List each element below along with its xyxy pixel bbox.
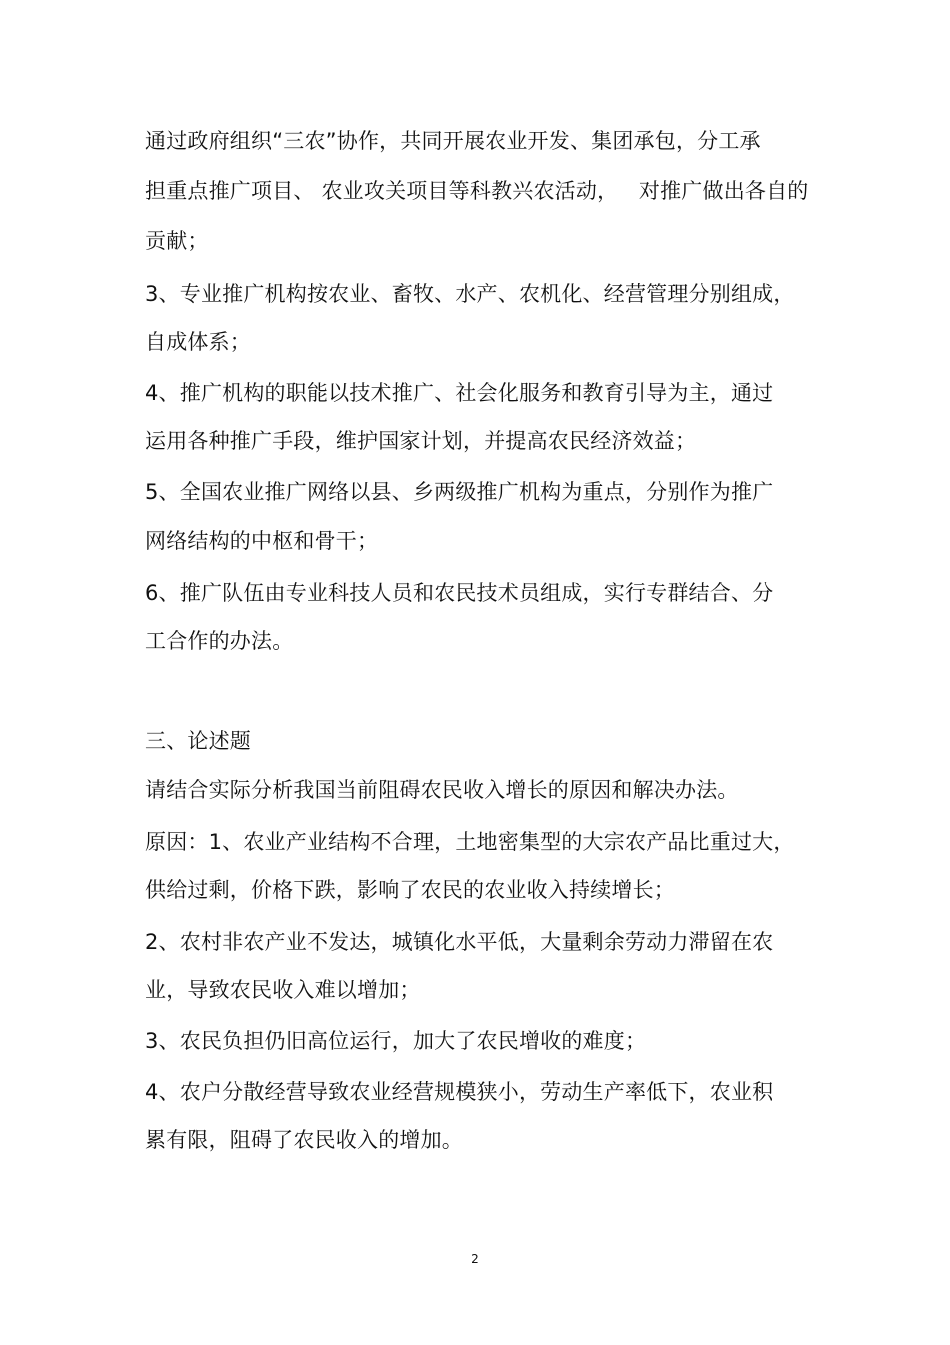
text-line: 贡献；: [145, 229, 209, 253]
text-line: 累有限，阻碍了农民收入的增加。: [145, 1128, 463, 1152]
text-line: 3、农民负担仍旧高位运行，加大了农民增收的难度；: [145, 1029, 647, 1053]
text-line: 2、农村非农产业不发达，城镇化水平低，大量剩余劳动力滞留在农: [145, 930, 774, 954]
page-number: 2: [471, 1252, 479, 1266]
text-line: 3、专业推广机构按农业、畜牧、水产、农机化、经营管理分别组成，: [145, 282, 795, 306]
text-line: 网络结构的中枢和骨干；: [145, 529, 379, 553]
text-line: 运用各种推广手段，维护国家计划，并提高农民经济效益；: [145, 429, 697, 453]
text-line: 业，导致农民收入难以增加；: [145, 978, 421, 1002]
section-heading: 三、论述题: [145, 729, 251, 753]
text-line: 供给过剩，价格下跌，影响了农民的农业收入持续增长；: [145, 878, 675, 902]
text-line: 6、推广队伍由专业科技人员和农民技术员组成，实行专群结合、分: [145, 581, 774, 605]
text-line: 原因：1、农业产业结构不合理，土地密集型的大宗农产品比重过大，: [145, 830, 795, 854]
text-line: 4、推广机构的职能以技术推广、社会化服务和教育引导为主，通过: [145, 381, 774, 405]
text-line: 担重点推广项目、 农业攻关项目等科教兴农活动， 对推广做出各自的: [145, 179, 809, 203]
text-line: 工合作的办法。: [145, 629, 294, 653]
question-text: 请结合实际分析我国当前阻碍农民收入增长的原因和解决办法。: [145, 778, 739, 802]
text-line: 4、农户分散经营导致农业经营规模狭小，劳动生产率低下，农业积: [145, 1080, 774, 1104]
text-line: 自成体系；: [145, 330, 251, 354]
text-line: 通过政府组织“三农”协作，共同开展农业开发、集团承包，分工承: [145, 129, 761, 153]
text-line: 5、全国农业推广网络以县、乡两级推广机构为重点，分别作为推广: [145, 480, 774, 504]
